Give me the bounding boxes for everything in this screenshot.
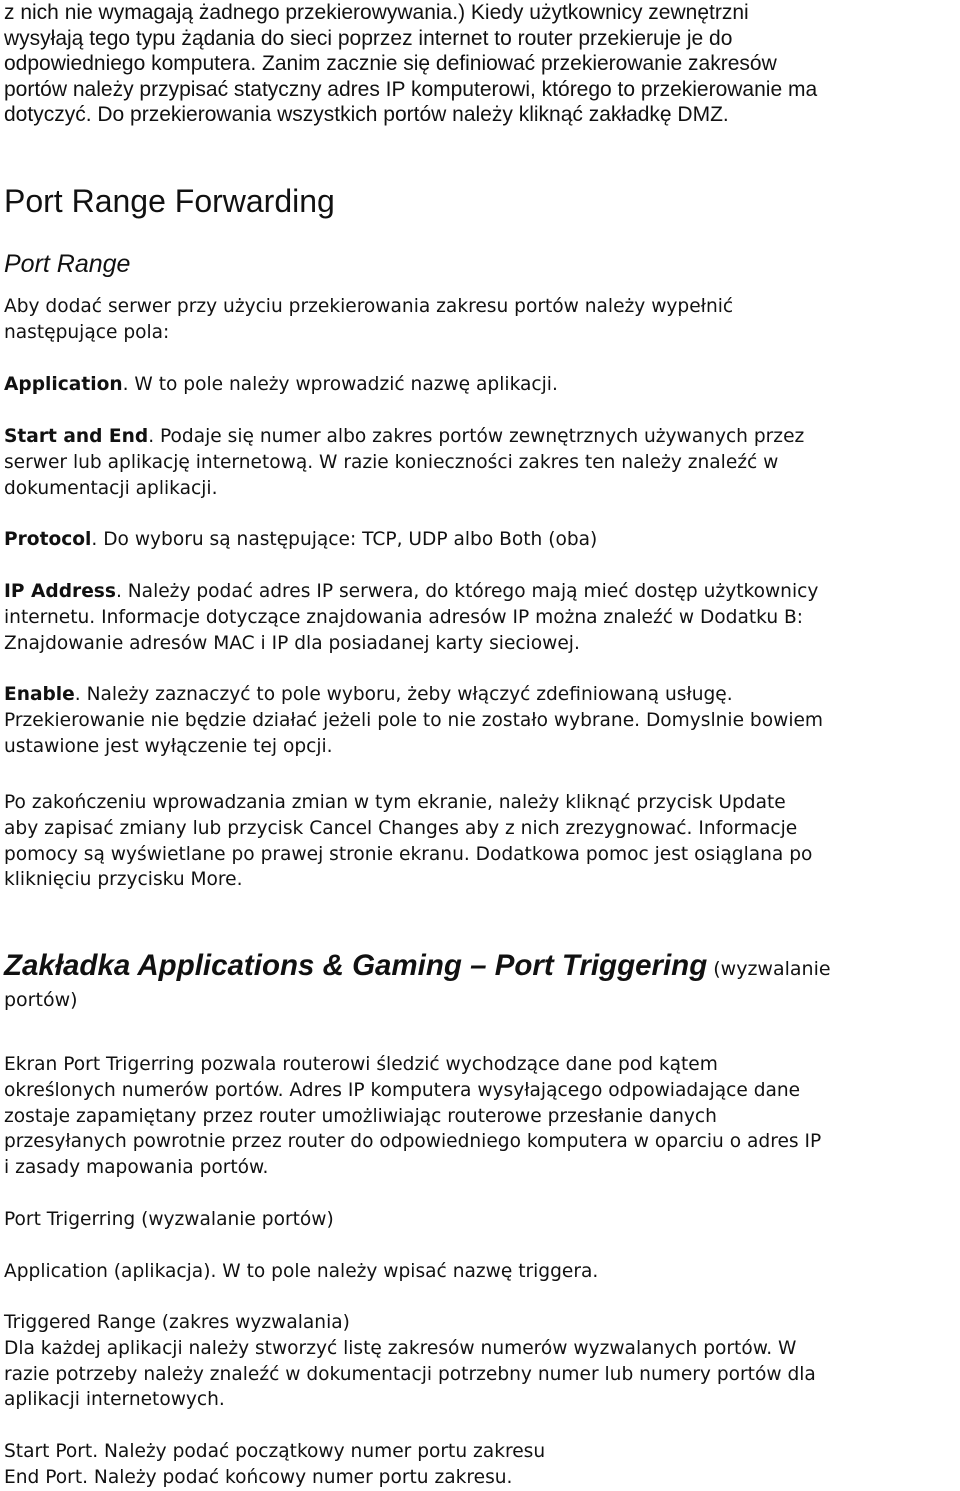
section2-title-line bbox=[4, 949, 956, 986]
triggered-range-block bbox=[4, 1310, 956, 1413]
field-text: . Należy zaznaczyć to pole wyboru, żeby włączyć zdefiniowaną usługę. bbox=[74, 684, 733, 705]
lead-line: następujące pola: bbox=[4, 321, 170, 343]
application-line: Application (aplikacja). W to pole należy wpisać nazwę triggera. bbox=[4, 1261, 599, 1282]
section2-title: Zakładka Applications & Gaming – Port Triggering bbox=[4, 949, 708, 982]
paragraph-line: przesyłanych powrotnie przez router do odpowiedniego komputera w oparciu o adres IP bbox=[4, 1131, 822, 1153]
field-text: . Podaje się numer albo zakres portów zewnętrznych używanych przez bbox=[148, 426, 805, 447]
closing-line: Po zakończeniu wprowadzania zmian w tym ekranie, należy kliknąć przycisk Update bbox=[4, 792, 786, 813]
field-line bbox=[4, 424, 956, 450]
field-start-end bbox=[4, 424, 956, 501]
section-subtitle: Port Range bbox=[4, 250, 131, 278]
intro-line: portów należy przypisać statyczny adres IP komputerowi, którego to przekierowanie ma bbox=[4, 77, 818, 101]
lead-paragraph bbox=[4, 294, 956, 346]
section2-title-suffix: (wyzwalanie bbox=[707, 958, 831, 980]
closing-paragraph bbox=[4, 790, 956, 893]
field-term: Protocol bbox=[4, 529, 92, 550]
intro-line: wysyłają tego typu żądania do sieci poprzez internet to router przekieruje je do bbox=[4, 26, 733, 50]
section2-heading bbox=[4, 949, 956, 1014]
start-port-line: Start Port. Należy podać początkowy numer portu zakresu bbox=[4, 1441, 546, 1462]
port-range-block bbox=[4, 1439, 956, 1491]
paragraph-line: i zasady mapowania portów. bbox=[4, 1157, 269, 1179]
field-line bbox=[4, 527, 956, 553]
field-term: Start and End bbox=[4, 426, 149, 447]
field-line: dokumentacji aplikacji. bbox=[4, 477, 218, 499]
field-application bbox=[4, 372, 956, 398]
triggered-range-line: aplikacji internetowych. bbox=[4, 1389, 225, 1411]
triggered-range-line: Dla każdej aplikacji należy stworzyć listę zakresów numerów wyzwalanych portów. W bbox=[4, 1337, 797, 1359]
section2-title-cont: portów) bbox=[4, 989, 78, 1011]
intro-line: odpowiedniego komputera. Zanim zacznie się definiować przekierowanie zakresów bbox=[4, 52, 777, 75]
field-text: . Należy podać adres IP serwera, do którego mają mieć dostęp użytkownicy bbox=[115, 581, 819, 602]
end-port-line: End Port. Należy podać końcowy numer portu zakresu. bbox=[4, 1466, 513, 1488]
port-triggering-label: Port Trigerring (wyzwalanie portów) bbox=[4, 1209, 334, 1230]
intro-paragraph bbox=[4, 0, 956, 128]
field-line: Znajdowanie adresów MAC i IP dla posiadanej karty sieciowej. bbox=[4, 632, 580, 654]
field-line: internetu. Informacje dotyczące znajdowania adresów IP można znaleźć w Dodatku B: bbox=[4, 606, 804, 628]
lead-line: Aby dodać serwer przy użyciu przekierowania zakresu portów należy wypełnić bbox=[4, 296, 734, 317]
field-term: IP Address bbox=[4, 581, 116, 602]
section2-paragraph bbox=[4, 1052, 956, 1181]
field-enable bbox=[4, 682, 956, 759]
field-line: ustawione jest wyłączenie tej opcji. bbox=[4, 735, 333, 757]
section-title: Port Range Forwarding bbox=[4, 183, 335, 219]
field-text: . W to pole należy wprowadzić nazwę aplikacji. bbox=[122, 374, 558, 395]
field-protocol bbox=[4, 527, 956, 553]
field-line bbox=[4, 682, 956, 708]
closing-line: kliknięciu przycisku More. bbox=[4, 869, 243, 891]
triggered-range-line: Triggered Range (zakres wyzwalania) bbox=[4, 1312, 350, 1333]
closing-line: pomocy są wyświetlane po prawej stronie ekranu. Dodatkowa pomoc jest osiąglana po bbox=[4, 843, 813, 865]
field-text: . Do wyboru są następujące: TCP, UDP albo Both (oba) bbox=[91, 529, 598, 550]
field-ip-address bbox=[4, 579, 956, 656]
paragraph-line: określonych numerów portów. Adres IP komputera wysyłającego odpowiadające dane bbox=[4, 1079, 801, 1101]
closing-line: aby zapisać zmiany lub przycisk Cancel Changes aby z nich zrezygnować. Informacje bbox=[4, 817, 798, 839]
field-term: Application bbox=[4, 374, 123, 395]
triggered-range-line: razie potrzeby należy znaleźć w dokumentacji potrzebny numer lub numery portów dla bbox=[4, 1363, 816, 1385]
intro-line: z nich nie wymagają żadnego przekierowywania.) Kiedy użytkownicy zewnętrzni bbox=[4, 1, 749, 24]
field-line: Przekierowanie nie będzie działać jeżeli pole to nie zostało wybrane. Domyslnie bowiem bbox=[4, 709, 824, 731]
paragraph-line: Ekran Port Trigerring pozwala routerowi śledzić wychodzące dane pod kątem bbox=[4, 1054, 718, 1075]
field-line: serwer lub aplikację internetową. W razie konieczności zakres ten należy znaleźć w bbox=[4, 451, 779, 473]
field-line bbox=[4, 372, 956, 398]
field-line bbox=[4, 579, 956, 605]
field-term: Enable bbox=[4, 684, 75, 705]
intro-line: dotyczyć. Do przekierowania wszystkich portów należy kliknąć zakładkę DMZ. bbox=[4, 103, 729, 126]
paragraph-line: zostaje zapamiętany przez router umożliwiając routerowe przesłanie danych bbox=[4, 1105, 717, 1127]
